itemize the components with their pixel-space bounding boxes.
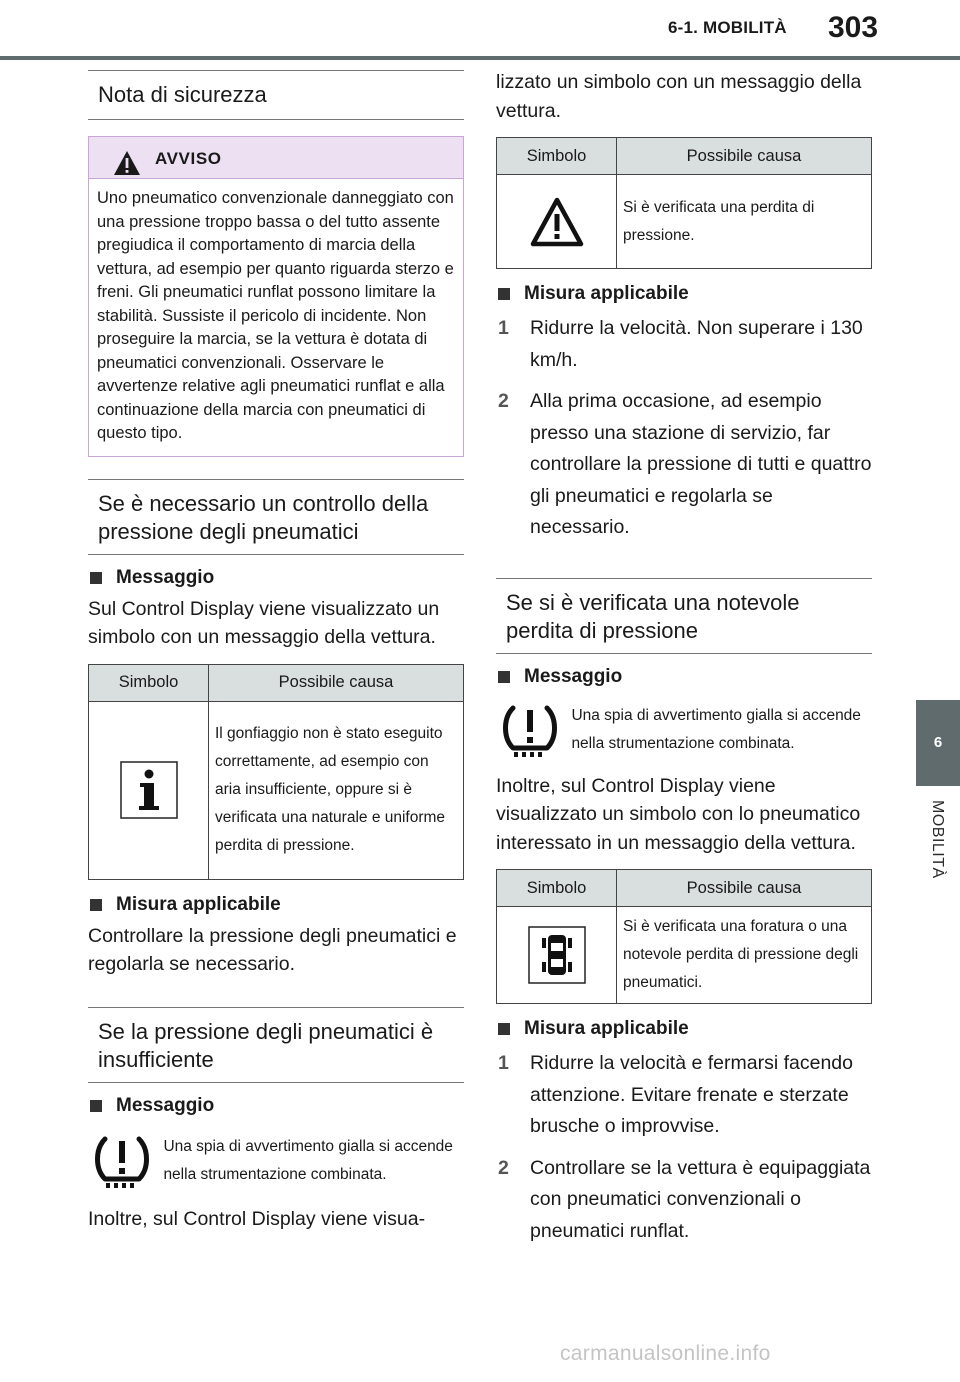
step-text: Ridurre la velocità e fermarsi facendo attenzione. Evitare frenate e sterzate brusche o improvvise. (530, 1052, 853, 1137)
bullet-square (498, 671, 510, 683)
col-cause-header: Possibile causa (617, 870, 872, 907)
col-symbol-header: Simbolo (497, 138, 617, 175)
low-pressure-heading: Se la pressione degli pneumatici è insufficiente (88, 1007, 464, 1083)
symbol-table-puncture (496, 869, 872, 1004)
measure-steps (496, 1048, 872, 1247)
step-item (496, 1048, 872, 1143)
warning-triangle-icon (113, 150, 141, 176)
message-subheading (88, 565, 464, 591)
measure-subheading (496, 281, 872, 307)
warning-body: Uno pneumatico convenzionale danneggiato con una pressione troppo bassa o del tutto assente pregiudica il comportamento di marcia della vettura, ad esempio per quanto riguarda sterzo e freni. Gli pneumatici runflat possono limitare la stabilità. Sussiste il pericolo di incidente. Non proseguire la marcia, se la vettura è dotata di pneumatici convenzionali. Osservare le avvertenze relative agli pneumatici runflat e alla continuazione della marcia con pneumatici di questo tipo. (97, 189, 454, 442)
message-label: Messaggio (116, 1094, 215, 1116)
bullet-square (498, 288, 510, 300)
col-symbol-header: Simbolo (89, 664, 209, 701)
step-item (496, 313, 872, 376)
bullet-square (90, 1100, 102, 1112)
lamp-cell (88, 1133, 155, 1189)
right-column (496, 68, 872, 1247)
lamp-row (88, 1133, 464, 1189)
measure-steps (496, 313, 872, 544)
car-tire-top-view-icon (528, 926, 586, 984)
measure-label: Misura applicabile (116, 893, 281, 915)
big-loss-heading: Se si è verificata una notevole perdita di pressione (496, 578, 872, 654)
chapter-label: MOBILITÀ (929, 800, 946, 879)
page-number: 303 (828, 11, 879, 44)
warning-title: AVVISO (155, 148, 222, 168)
bullet-square (498, 1023, 510, 1035)
step-number: 2 (498, 1156, 509, 1179)
lamp-row (496, 702, 872, 758)
message-text: Inoltre, sul Control Display viene visualizzato un simbolo con lo pneumatico interessato in un messaggio della vettura. (496, 774, 861, 854)
symbol-cell (497, 175, 617, 269)
step-number: 1 (498, 1052, 509, 1074)
symbol-cell (89, 701, 209, 879)
measure-label: Misura applicabile (524, 1018, 689, 1039)
message-text: Sul Control Display viene visualizzato un simbolo con un messaggio della vettura. (88, 597, 440, 648)
symbol-table-check (88, 664, 464, 880)
lamp-cell (496, 702, 563, 758)
chapter-tab[interactable]: 6 (916, 700, 960, 786)
step-number: 1 (498, 317, 509, 339)
safety-note-heading: Nota di sicurezza (88, 70, 464, 120)
bullet-square (90, 572, 102, 584)
cause-cell: Si è verificata una perdita di pressione. (617, 175, 872, 269)
warning-triangle-icon (530, 197, 584, 247)
warning-box (88, 136, 464, 457)
left-column (88, 70, 464, 1233)
symbol-cell (497, 907, 617, 1004)
tire-pressure-warning-icon (92, 1133, 152, 1189)
step-item (496, 386, 872, 544)
step-number: 2 (498, 390, 509, 412)
measure-subheading (88, 892, 464, 918)
symbol-table-loss (496, 137, 872, 269)
cause-cell: Si è verificata una foratura o una notevole perdita di pressione degli pneumatici. (617, 907, 872, 1004)
lamp-text: Una spia di avvertimento gialla si accende nella strumentazione combinata. (571, 706, 861, 752)
info-icon (120, 761, 178, 819)
col-cause-header: Possibile causa (617, 138, 872, 175)
continuation-text: lizzato un simbolo con un messaggio della vettura. (496, 71, 862, 122)
message-label: Messaggio (116, 566, 215, 588)
lamp-text: Una spia di avvertimento gialla si accende nella strumentazione combinata. (163, 1137, 453, 1183)
step-text: Ridurre la velocità. Non superare i 130 km/h. (530, 317, 863, 371)
message-subheading (88, 1093, 464, 1119)
header-rule (0, 56, 960, 60)
tire-pressure-warning-icon (500, 702, 560, 758)
message-subheading (496, 664, 872, 690)
running-header-section: 6-1. MOBILITÀ (668, 18, 787, 37)
watermark: carmanualsonline.info (560, 1342, 771, 1365)
step-text: Controllare se la vettura è equipaggiata con pneumatici convenzionali o pneumatici runflat. (530, 1156, 871, 1242)
col-cause-header: Possibile causa (209, 664, 464, 701)
col-symbol-header: Simbolo (497, 870, 617, 907)
warning-header (89, 137, 463, 179)
measure-label: Misura applicabile (524, 283, 689, 304)
step-item (496, 1153, 872, 1248)
continuation-text: Inoltre, sul Control Display viene visua- (88, 1207, 426, 1230)
check-pressure-heading: Se è necessario un controllo della pressione degli pneumatici (88, 479, 464, 555)
message-label: Messaggio (524, 665, 623, 687)
cause-cell: Il gonfiaggio non è stato eseguito correttamente, ad esempio con aria insufficiente, oppure si è verificata una naturale e uniforme perdita di pressione. (209, 701, 464, 879)
measure-subheading (496, 1016, 872, 1042)
bullet-square (90, 899, 102, 911)
measure-text: Controllare la pressione degli pneumatici e regolarla se necessario. (88, 924, 457, 975)
step-text: Alla prima occasione, ad esempio presso una stazione di servizio, far controllare la pressione di tutti e quattro gli pneumatici e regolarla se necessario. (530, 390, 872, 538)
